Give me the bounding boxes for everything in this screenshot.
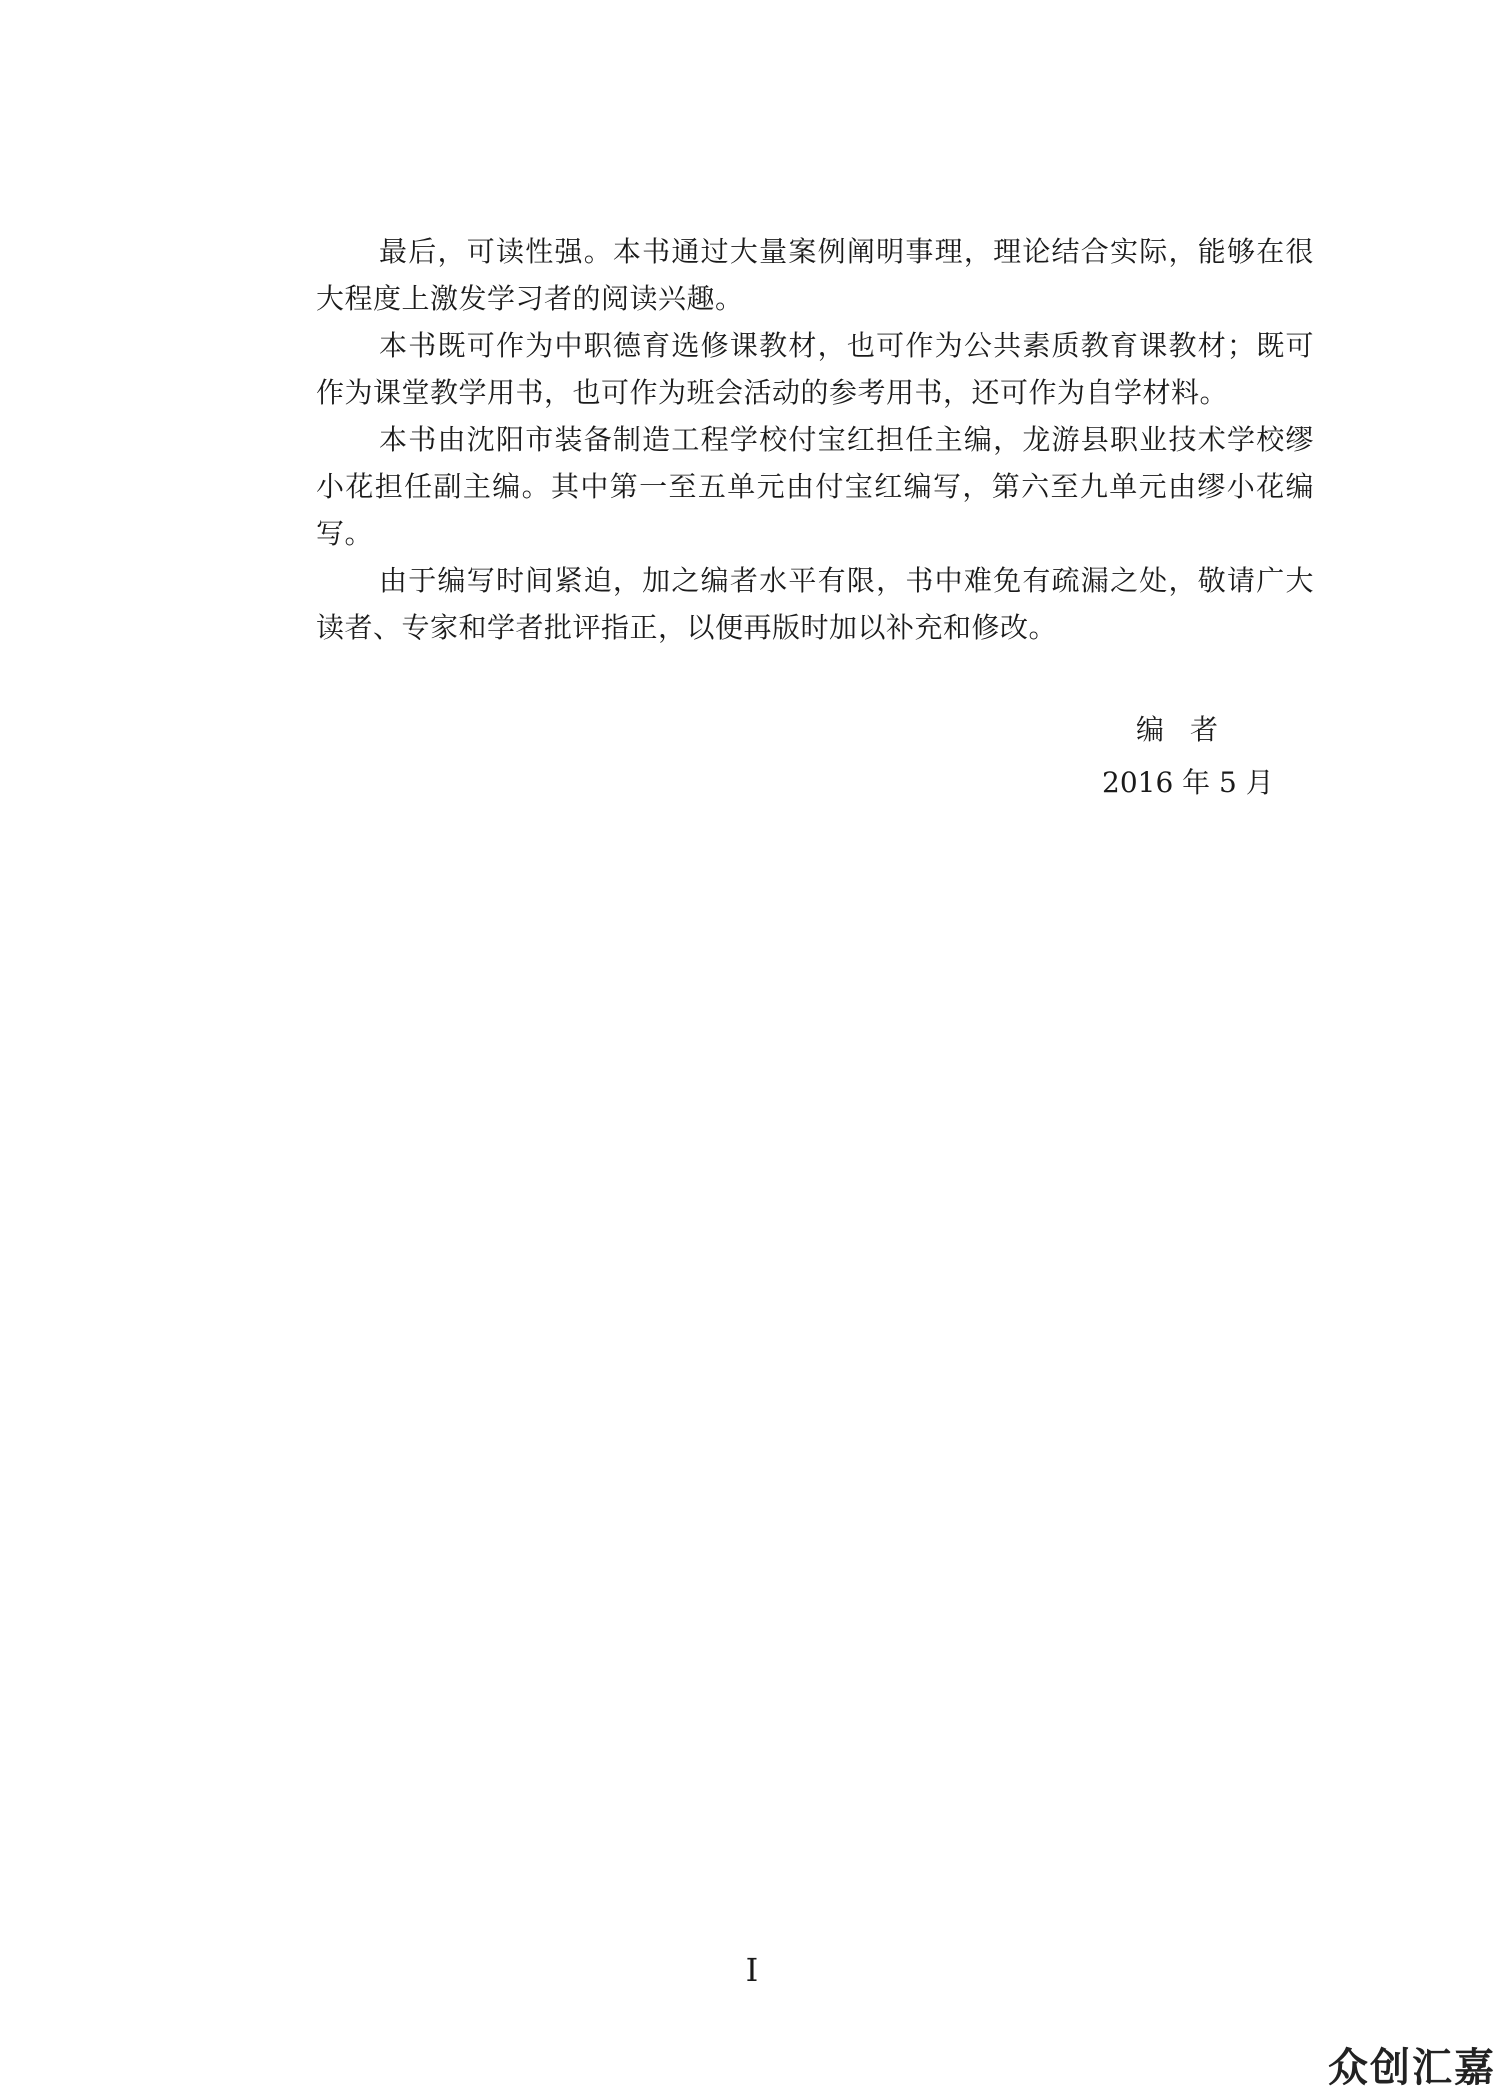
paragraph-usage: 本书既可作为中职德育选修课教材，也可作为公共素质教育课教材；既可作为课堂教学用书，也可作为班会活动的参考用书，还可作为自学材料。	[316, 329, 1314, 409]
signature-name: 编者	[1136, 713, 1245, 746]
paragraph-authors: 本书由沈阳市装备制造工程学校付宝红担任主编，龙游县职业技术学校缪小花担任副主编。其中第一至五单元由付宝红编写，第六至九单元由缪小花编写。	[316, 423, 1314, 550]
paragraph-readability: 最后，可读性强。本书通过大量案例阐明事理，理论结合实际，能够在很大程度上激发学习者的阅读兴趣。	[316, 235, 1314, 315]
preface-body	[316, 228, 1314, 651]
watermark-logo: 众创汇嘉	[1328, 2045, 1496, 2091]
signature-date: 2016 年 5 月	[1102, 766, 1274, 799]
paragraph-feedback: 由于编写时间紧迫，加之编者水平有限，书中难免有疏漏之处，敬请广大读者、专家和学者批评指正，以便再版时加以补充和修改。	[316, 564, 1314, 644]
page-number: I	[745, 1951, 759, 1989]
